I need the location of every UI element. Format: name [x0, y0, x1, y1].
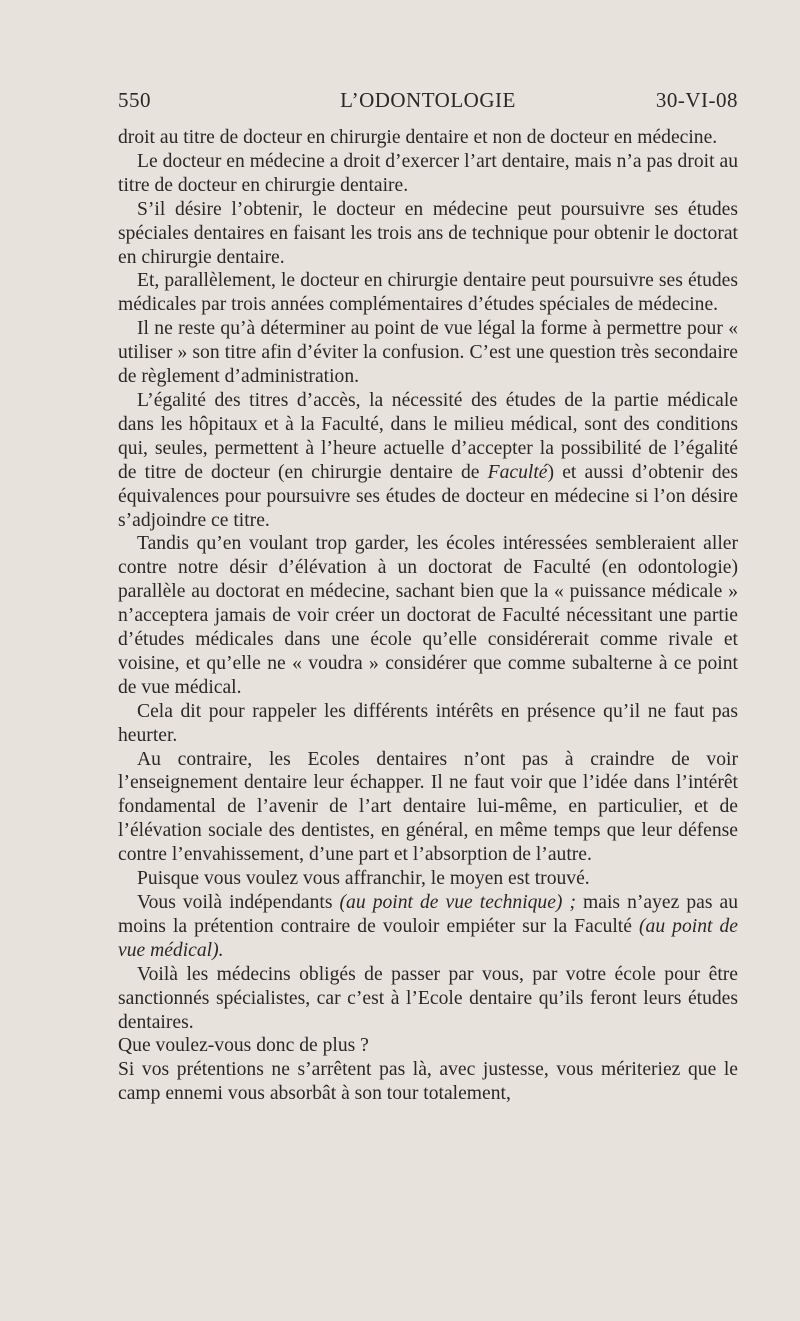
paragraph — [118, 891, 738, 963]
paragraph: Si vos prétentions ne s’arrêtent pas là, avec justesse, vous mériteriez que le camp ennemi vous absorbât à son tour totalement, — [118, 1059, 738, 1105]
paragraph-text: mais n’ayez pas au moins la prétention contraire de vouloir empiéter sur la Faculté — [118, 892, 738, 937]
journal-title: L’ODONTOLOGIE — [340, 88, 516, 112]
italic-text: (au point de vue médical). — [118, 915, 739, 961]
paragraph: Et, parallèlement, le docteur en chirurgie dentaire peut poursuivre ses études médicales par trois années complémentaires d’études spéciales de médecine. — [118, 270, 738, 316]
paragraph: Tandis qu’en voulant trop garder, les écoles intéressées sembleraient aller contre notre désir d’élévation à un doctorat de Faculté (en odontologie) parallèle au doctorat en médecine, sachant bien que la « puissance médicale » n’acceptera jamais de voir créer un doctorat de Faculté nécessitant une partie d’études médicales dans une école qu’elle considérerait comme rivale et voisine, et qu’elle ne « voudra » considérer que comme subalterne à ce point de vue médical. — [118, 533, 738, 698]
article-body — [118, 126, 738, 1106]
issue-date: 30-VI-08 — [655, 88, 738, 112]
paragraph — [118, 389, 738, 532]
paragraph: Voilà les médecins obligés de passer par vous, par votre école pour être sanctionnés spécialistes, car c’est à l’Ecole dentaire qu’ils feront leurs études dentaires. — [118, 963, 738, 1033]
paragraph: Au contraire, les Ecoles dentaires n’ont pas à craindre de voir l’enseignement dentaire leur échapper. Il ne faut voir que l’idée dans l’intérêt fondamental de l’avenir de l’art dentaire lui-même, en particulier, et de l’élévation sociale des dentistes, en général, en même temps que leur défense contre l’envahissement, d’une part et l’absorption de l’autre. — [118, 748, 738, 866]
paragraph: Que voulez-vous donc de plus ? — [118, 1035, 369, 1057]
italic-text: (au point de vue technique) ; — [339, 892, 577, 913]
paragraph-text: L’égalité des titres d’accès, la nécessité des études de la partie médicale dans les hôpitaux et à la Faculté, dans le milieu médical, sont des conditions qui, seules, permettent à l’heure actuelle d’accepter la possibilité de l’égalité de titre de docteur (en chirurgie dentaire de — [118, 389, 738, 483]
paragraph: S’il désire l’obtenir, le docteur en médecine peut poursuivre ses études spéciales dentaires en faisant les trois ans de technique pour obtenir le doctorat en chirurgie dentaire. — [118, 198, 738, 268]
paragraph-continuation: droit au titre de docteur en chirurgie dentaire et non de docteur en médecine. — [118, 127, 718, 148]
paragraph: Il ne reste qu’à déterminer au point de vue légal la forme à permettre pour « utiliser » son titre afin d’éviter la confusion. C’est une question très secondaire de règlement d’administration. — [118, 318, 738, 388]
paragraph: Puisque vous voulez vous affranchir, le moyen est trouvé. — [137, 868, 590, 890]
paragraph-text: ) et aussi d’obtenir des équivalences pour poursuivre ses études de docteur en médecine si l’on désire s’adjoindre ce titre. — [118, 461, 738, 531]
paragraph-text: Vous voilà indépendants — [137, 892, 340, 913]
paragraph: Le docteur en médecine a droit d’exercer l’art dentaire, mais n’a pas droit au titre de docteur en chirurgie dentaire. — [118, 150, 738, 196]
italic-text: Faculté — [487, 461, 548, 483]
paragraph: Cela dit pour rappeler les différents intérêts en présence qu’il ne faut pas heurter. — [118, 700, 738, 746]
page-number: 550 — [118, 88, 151, 112]
running-header — [118, 88, 738, 118]
